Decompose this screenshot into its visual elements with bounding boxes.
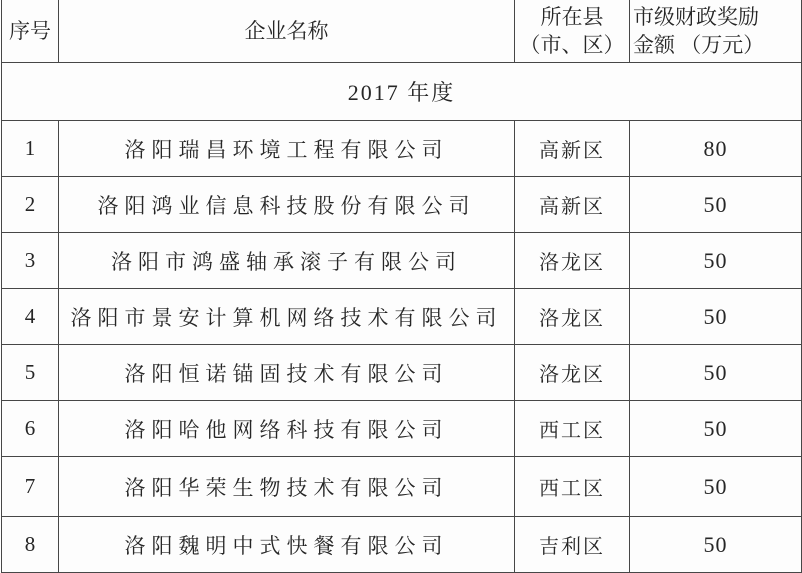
company-name: 洛阳恒诺锚固技术有限公司 [59,345,515,401]
district: 高新区 [515,177,630,233]
header-reward-amount [630,0,802,63]
company-name: 洛阳市景安计算机网络技术有限公司 [59,289,515,345]
reward-table [1,0,802,573]
district: 西工区 [515,401,630,457]
district: 高新区 [515,121,630,177]
reward-amount: 50 [630,289,802,345]
row-serial-number: 4 [2,289,59,345]
header-district-line2: （市、区） [519,33,625,57]
header-district-line1: 所在县 [540,5,604,29]
row-serial-number: 6 [2,401,59,457]
table-row [2,177,802,233]
header-reward-amount-line1: 市级财政奖励 [633,5,759,29]
row-serial-number: 7 [2,457,59,517]
header-district [515,0,630,63]
company-name: 洛阳市鸿盛轴承滚子有限公司 [59,233,515,289]
company-name: 洛阳华荣生物技术有限公司 [59,457,515,517]
reward-amount: 50 [630,345,802,401]
table-row [2,457,802,517]
table-row [2,233,802,289]
table-row [2,121,802,177]
header-serial-number: 序号 [2,0,59,63]
table-row [2,289,802,345]
company-name: 洛阳瑞昌环境工程有限公司 [59,121,515,177]
district: 洛龙区 [515,289,630,345]
header-reward-amount-line2: 金额 （万元） [633,33,765,57]
header-company-name: 企业名称 [59,0,515,63]
company-name: 洛阳鸿业信息科技股份有限公司 [59,177,515,233]
reward-amount: 80 [630,121,802,177]
table-row [2,401,802,457]
district: 西工区 [515,457,630,517]
reward-amount: 50 [630,401,802,457]
row-serial-number: 2 [2,177,59,233]
row-serial-number: 3 [2,233,59,289]
district: 洛龙区 [515,233,630,289]
reward-amount: 50 [630,517,802,573]
reward-amount: 50 [630,457,802,517]
year-section-label: 2017 年度 [2,63,802,121]
table-header-row [2,0,802,63]
district: 洛龙区 [515,345,630,401]
table-row-partially-clipped [2,517,802,573]
company-name: 洛阳哈他网络科技有限公司 [59,401,515,457]
row-serial-number: 8 [2,517,59,573]
reward-amount: 50 [630,233,802,289]
row-serial-number: 1 [2,121,59,177]
row-serial-number: 5 [2,345,59,401]
table-row [2,345,802,401]
company-name: 洛阳魏明中式快餐有限公司 [59,517,515,573]
year-section-row [2,63,802,121]
reward-amount: 50 [630,177,802,233]
district: 吉利区 [515,517,630,573]
